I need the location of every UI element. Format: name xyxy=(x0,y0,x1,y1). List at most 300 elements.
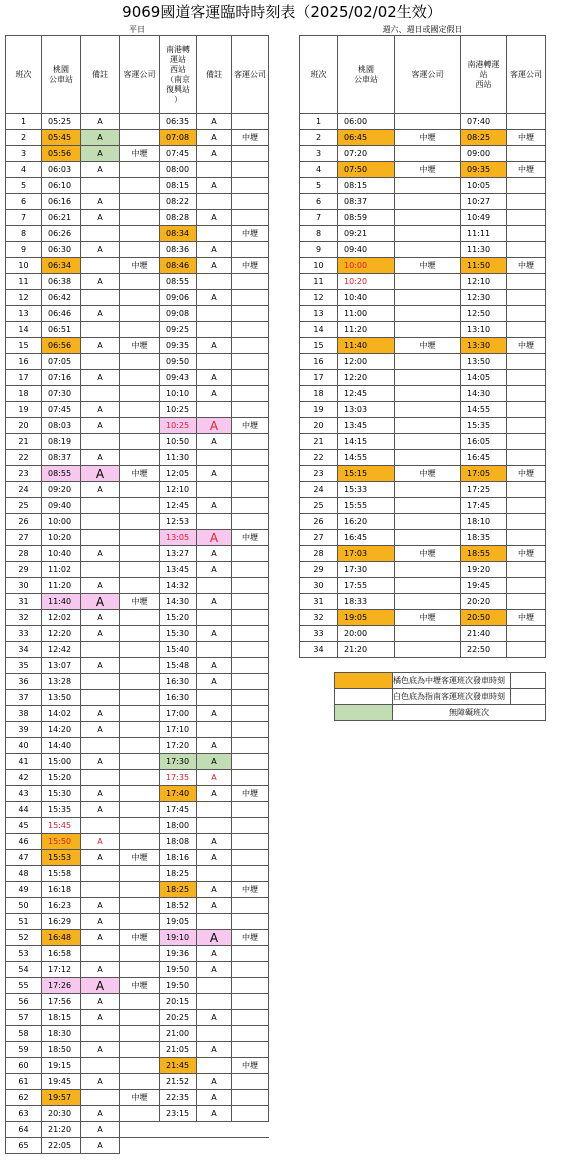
holiday-cell xyxy=(395,114,461,130)
weekday-cell: 5 xyxy=(6,178,42,194)
weekday-cell: 11:40 xyxy=(42,594,81,610)
holiday-cell: 17:25 xyxy=(461,482,507,498)
weekday-cell: 13 xyxy=(6,306,42,322)
holiday-cell: 10:05 xyxy=(461,178,507,194)
holiday-cell: 5 xyxy=(300,178,338,194)
weekday-cell: A xyxy=(197,562,232,578)
weekday-cell: A xyxy=(81,242,120,258)
legend-text: 橘色底為中壢客運班次發車時刻 xyxy=(393,673,511,689)
holiday-cell xyxy=(507,594,546,610)
weekday-cell xyxy=(232,1042,269,1058)
holiday-cell: 25 xyxy=(300,498,338,514)
weekday-cell: 06:51 xyxy=(42,322,81,338)
weekday-cell xyxy=(197,722,232,738)
weekday-row xyxy=(6,210,269,226)
weekday-cell: A xyxy=(81,594,120,610)
weekday-cell: 45 xyxy=(6,818,42,834)
weekday-cell: A xyxy=(197,498,232,514)
weekday-cell xyxy=(232,962,269,978)
holiday-header: 客運公司 xyxy=(507,36,546,114)
weekday-cell: 14:40 xyxy=(42,738,81,754)
weekday-timetable xyxy=(5,24,269,1154)
weekday-cell xyxy=(232,434,269,450)
weekday-row xyxy=(6,418,269,434)
holiday-cell xyxy=(507,562,546,578)
holiday-cell: 12 xyxy=(300,290,338,306)
holiday-cell: 08:59 xyxy=(338,210,395,226)
holiday-cell xyxy=(395,498,461,514)
weekday-row xyxy=(6,642,269,658)
weekday-cell xyxy=(120,722,160,738)
weekday-cell xyxy=(232,802,269,818)
weekday-cell: 17:40 xyxy=(160,786,197,802)
weekday-row xyxy=(6,130,269,146)
weekday-cell: 33 xyxy=(6,626,42,642)
weekday-cell: A xyxy=(197,754,232,770)
weekday-cell: 16:18 xyxy=(42,882,81,898)
holiday-cell: 14:30 xyxy=(461,386,507,402)
weekday-cell xyxy=(120,386,160,402)
weekday-cell: 17:12 xyxy=(42,962,81,978)
weekday-cell xyxy=(120,194,160,210)
holiday-cell xyxy=(507,274,546,290)
holiday-cell: 17:45 xyxy=(461,498,507,514)
weekday-cell: A xyxy=(81,722,120,738)
holiday-cell: 14:55 xyxy=(461,402,507,418)
holiday-cell: 11:50 xyxy=(461,258,507,274)
weekday-cell: 08:19 xyxy=(42,434,81,450)
weekday-cell: 15:30 xyxy=(42,786,81,802)
weekday-cell: 13:27 xyxy=(160,546,197,562)
holiday-cell xyxy=(507,306,546,322)
weekday-cell xyxy=(120,754,160,770)
holiday-cell xyxy=(507,322,546,338)
weekday-cell: 21:20 xyxy=(42,1122,81,1138)
weekday-cell: A xyxy=(81,418,120,434)
weekday-cell xyxy=(232,210,269,226)
holiday-cell: 15:15 xyxy=(338,466,395,482)
holiday-cell: 27 xyxy=(300,530,338,546)
holiday-row xyxy=(300,130,546,146)
holiday-cell: 23 xyxy=(300,466,338,482)
weekday-cell: A xyxy=(81,466,120,482)
holiday-row xyxy=(300,610,546,626)
holiday-cell xyxy=(507,114,546,130)
weekday-cell: 18:25 xyxy=(160,866,197,882)
holiday-cell xyxy=(395,226,461,242)
weekday-cell: 10:25 xyxy=(160,402,197,418)
holiday-row xyxy=(300,562,546,578)
weekday-cell xyxy=(197,1026,232,1042)
weekday-cell xyxy=(120,210,160,226)
weekday-cell: 08:46 xyxy=(160,258,197,274)
weekday-cell: 19:05 xyxy=(160,914,197,930)
holiday-row xyxy=(300,178,546,194)
weekday-cell xyxy=(81,738,120,754)
holiday-row xyxy=(300,338,546,354)
weekday-cell: 中壢 xyxy=(120,978,160,994)
holiday-cell xyxy=(507,178,546,194)
weekday-cell xyxy=(232,306,269,322)
weekday-cell: 21:05 xyxy=(160,1042,197,1058)
weekday-cell: 26 xyxy=(6,514,42,530)
holiday-cell: 10:00 xyxy=(338,258,395,274)
holiday-cell: 18:33 xyxy=(338,594,395,610)
weekday-cell xyxy=(120,866,160,882)
weekday-cell: 中壢 xyxy=(232,258,269,274)
weekday-cell: 57 xyxy=(6,1010,42,1026)
holiday-cell xyxy=(507,146,546,162)
weekday-cell xyxy=(120,1074,160,1090)
weekday-cell xyxy=(120,1058,160,1074)
weekday-cell: 19:36 xyxy=(160,946,197,962)
weekday-cell xyxy=(197,802,232,818)
weekday-cell: 中壢 xyxy=(120,850,160,866)
holiday-cell: 12:50 xyxy=(461,306,507,322)
holiday-row xyxy=(300,626,546,642)
weekday-row xyxy=(6,802,269,818)
weekday-cell xyxy=(232,770,269,786)
weekday-cell xyxy=(81,386,120,402)
weekday-row xyxy=(6,226,269,242)
weekday-cell: 54 xyxy=(6,962,42,978)
weekday-cell xyxy=(81,562,120,578)
weekday-row xyxy=(6,594,269,610)
weekday-cell xyxy=(232,626,269,642)
weekday-cell xyxy=(232,866,269,882)
holiday-cell: 12:45 xyxy=(338,386,395,402)
weekday-cell xyxy=(81,1090,120,1106)
holiday-row xyxy=(300,322,546,338)
holiday-cell: 4 xyxy=(300,162,338,178)
weekday-cell: 30 xyxy=(6,578,42,594)
weekday-cell: 中壢 xyxy=(120,594,160,610)
weekday-cell xyxy=(81,882,120,898)
weekday-row xyxy=(6,370,269,386)
weekday-cell: 09:50 xyxy=(160,354,197,370)
weekday-header: 班次 xyxy=(6,36,42,114)
weekday-cell: A xyxy=(81,658,120,674)
weekday-cell xyxy=(197,194,232,210)
holiday-cell: 9 xyxy=(300,242,338,258)
weekday-row xyxy=(6,658,269,674)
holiday-cell xyxy=(395,418,461,434)
holiday-cell: 11:00 xyxy=(338,306,395,322)
holiday-cell: 20 xyxy=(300,418,338,434)
weekday-cell xyxy=(81,178,120,194)
weekday-cell xyxy=(232,162,269,178)
weekday-cell xyxy=(81,818,120,834)
weekday-row xyxy=(6,354,269,370)
weekday-cell xyxy=(120,882,160,898)
holiday-cell: 06:45 xyxy=(338,130,395,146)
weekday-row xyxy=(6,1026,269,1042)
weekday-cell xyxy=(120,786,160,802)
weekday-cell: 13:45 xyxy=(160,562,197,578)
weekday-cell xyxy=(232,1026,269,1042)
holiday-cell: 16:45 xyxy=(338,530,395,546)
weekday-cell: A xyxy=(81,1138,120,1154)
weekday-cell: 15:50 xyxy=(42,834,81,850)
holiday-cell: 中壢 xyxy=(395,162,461,178)
legend-swatch-orange xyxy=(335,673,393,689)
weekday-cell xyxy=(81,226,120,242)
legend-row-orange xyxy=(335,673,546,689)
weekday-cell xyxy=(232,834,269,850)
holiday-cell: 11 xyxy=(300,274,338,290)
weekday-cell: A xyxy=(81,706,120,722)
holiday-row xyxy=(300,226,546,242)
weekday-cell xyxy=(232,754,269,770)
weekday-cell: 55 xyxy=(6,978,42,994)
weekday-cell: A xyxy=(197,946,232,962)
holiday-cell: 2 xyxy=(300,130,338,146)
holiday-cell: 19:20 xyxy=(461,562,507,578)
holiday-cell: 中壢 xyxy=(507,162,546,178)
weekday-cell: 10:50 xyxy=(160,434,197,450)
weekday-cell: 2 xyxy=(6,130,42,146)
weekday-cell xyxy=(81,674,120,690)
holiday-cell: 中壢 xyxy=(395,610,461,626)
legend-swatch-green xyxy=(335,705,393,721)
weekday-cell: 17:00 xyxy=(160,706,197,722)
weekday-row xyxy=(6,866,269,882)
weekday-cell: 43 xyxy=(6,786,42,802)
weekday-cell xyxy=(81,1026,120,1042)
holiday-cell: 18:10 xyxy=(461,514,507,530)
weekday-cell xyxy=(232,818,269,834)
weekday-cell: A xyxy=(197,338,232,354)
weekday-cell: 17:10 xyxy=(160,722,197,738)
weekday-cell xyxy=(120,322,160,338)
weekday-cell xyxy=(197,354,232,370)
weekday-cell xyxy=(232,498,269,514)
weekday-row xyxy=(6,770,269,786)
weekday-cell: 53 xyxy=(6,946,42,962)
legend-text: 白色底為指南客運班次發車時刻 xyxy=(393,689,511,705)
weekday-cell: 05:45 xyxy=(42,130,81,146)
weekday-cell xyxy=(120,162,160,178)
holiday-cell: 19:05 xyxy=(338,610,395,626)
holiday-cell xyxy=(395,450,461,466)
weekday-header: 桃園 公車站 xyxy=(42,36,81,114)
weekday-cell: A xyxy=(81,898,120,914)
weekday-row xyxy=(6,178,269,194)
weekday-cell xyxy=(232,1090,269,1106)
holiday-header: 桃園 公車站 xyxy=(338,36,395,114)
weekday-cell xyxy=(120,130,160,146)
weekday-cell: 中壢 xyxy=(232,530,269,546)
weekday-cell: 20:30 xyxy=(42,1106,81,1122)
weekday-cell: A xyxy=(197,658,232,674)
weekday-row xyxy=(6,194,269,210)
weekday-cell xyxy=(232,946,269,962)
weekday-cell: 51 xyxy=(6,914,42,930)
weekday-cell: 15:58 xyxy=(42,866,81,882)
weekday-cell: 50 xyxy=(6,898,42,914)
weekday-cell xyxy=(120,306,160,322)
weekday-cell: 中壢 xyxy=(232,786,269,802)
weekday-cell xyxy=(120,1010,160,1026)
weekday-row xyxy=(6,994,269,1010)
weekday-cell: 14:30 xyxy=(160,594,197,610)
weekday-row xyxy=(6,274,269,290)
weekday-cell: A xyxy=(197,258,232,274)
weekday-cell xyxy=(120,450,160,466)
holiday-cell: 18:35 xyxy=(461,530,507,546)
weekday-cell: 08:55 xyxy=(42,466,81,482)
weekday-cell: A xyxy=(197,594,232,610)
holiday-cell: 20:00 xyxy=(338,626,395,642)
holiday-cell: 08:37 xyxy=(338,194,395,210)
weekday-cell xyxy=(232,1010,269,1026)
weekday-cell: A xyxy=(197,930,232,946)
weekday-cell xyxy=(120,370,160,386)
holiday-cell: 30 xyxy=(300,578,338,594)
weekday-cell: 18:00 xyxy=(160,818,197,834)
weekday-cell xyxy=(197,226,232,242)
weekday-cell: 22 xyxy=(6,450,42,466)
weekday-cell: 19:50 xyxy=(160,978,197,994)
weekday-cell: 32 xyxy=(6,610,42,626)
weekday-cell: 10:00 xyxy=(42,514,81,530)
weekday-cell: 23 xyxy=(6,466,42,482)
weekday-cell: 16:58 xyxy=(42,946,81,962)
weekday-cell xyxy=(120,994,160,1010)
holiday-cell: 31 xyxy=(300,594,338,610)
weekday-cell: 19:57 xyxy=(42,1090,81,1106)
weekday-cell xyxy=(232,386,269,402)
holiday-cell xyxy=(395,642,461,658)
weekday-cell: 13:50 xyxy=(42,690,81,706)
weekday-cell: 12:10 xyxy=(160,482,197,498)
holiday-cell xyxy=(507,418,546,434)
weekday-row xyxy=(6,146,269,162)
weekday-cell: 08:34 xyxy=(160,226,197,242)
holiday-cell xyxy=(507,578,546,594)
weekday-cell xyxy=(120,578,160,594)
holiday-cell: 21:20 xyxy=(338,642,395,658)
weekday-cell: 12:05 xyxy=(160,466,197,482)
holiday-cell: 7 xyxy=(300,210,338,226)
holiday-row xyxy=(300,162,546,178)
weekday-cell xyxy=(120,674,160,690)
weekday-row xyxy=(6,242,269,258)
weekday-cell: 14:02 xyxy=(42,706,81,722)
holiday-cell: 12:30 xyxy=(461,290,507,306)
weekday-cell: 63 xyxy=(6,1106,42,1122)
holiday-row xyxy=(300,114,546,130)
weekday-cell: A xyxy=(197,962,232,978)
weekday-cell: A xyxy=(81,930,120,946)
weekday-cell: A xyxy=(197,738,232,754)
weekday-cell xyxy=(197,978,232,994)
weekday-cell: 05:56 xyxy=(42,146,81,162)
weekday-cell: A xyxy=(81,114,120,130)
weekday-cell: 06:03 xyxy=(42,162,81,178)
weekday-cell: 12 xyxy=(6,290,42,306)
weekday-cell xyxy=(197,914,232,930)
holiday-cell xyxy=(507,530,546,546)
holiday-cell xyxy=(507,194,546,210)
holiday-row xyxy=(300,354,546,370)
weekday-row xyxy=(6,322,269,338)
weekday-row xyxy=(6,482,269,498)
weekday-cell xyxy=(120,658,160,674)
holiday-cell xyxy=(507,626,546,642)
holiday-cell xyxy=(395,530,461,546)
holiday-cell xyxy=(395,306,461,322)
weekday-row xyxy=(6,1058,269,1074)
holiday-cell: 14:05 xyxy=(461,370,507,386)
weekday-cell: 12:45 xyxy=(160,498,197,514)
legend xyxy=(334,672,546,721)
holiday-cell: 12:10 xyxy=(461,274,507,290)
weekday-cell xyxy=(81,498,120,514)
weekday-cell: 06:16 xyxy=(42,194,81,210)
holiday-cell: 16 xyxy=(300,354,338,370)
weekday-cell xyxy=(81,946,120,962)
holiday-row xyxy=(300,594,546,610)
holiday-cell: 15:55 xyxy=(338,498,395,514)
weekday-cell xyxy=(120,530,160,546)
weekday-row xyxy=(6,882,269,898)
weekday-cell: 中壢 xyxy=(120,930,160,946)
weekday-row xyxy=(6,450,269,466)
weekday-cell: 08:00 xyxy=(160,162,197,178)
weekday-cell: 08:15 xyxy=(160,178,197,194)
holiday-cell: 11:11 xyxy=(461,226,507,242)
weekday-cell: A xyxy=(197,770,232,786)
holiday-cell: 06:00 xyxy=(338,114,395,130)
weekday-cell: 07:05 xyxy=(42,354,81,370)
holiday-row xyxy=(300,402,546,418)
weekday-cell xyxy=(197,690,232,706)
weekday-cell: 52 xyxy=(6,930,42,946)
holiday-cell xyxy=(507,482,546,498)
weekday-cell: A xyxy=(81,1106,120,1122)
weekday-cell: 18:30 xyxy=(42,1026,81,1042)
weekday-cell: 36 xyxy=(6,674,42,690)
weekday-cell: A xyxy=(81,978,120,994)
weekday-cell xyxy=(120,818,160,834)
weekday-cell: 19:15 xyxy=(42,1058,81,1074)
weekday-cell xyxy=(232,642,269,658)
weekday-cell: 38 xyxy=(6,706,42,722)
holiday-row xyxy=(300,370,546,386)
weekday-cell: A xyxy=(81,754,120,770)
holiday-cell: 09:40 xyxy=(338,242,395,258)
holiday-header: 客運公司 xyxy=(395,36,461,114)
weekday-cell: 中壢 xyxy=(232,1058,269,1074)
weekday-cell: A xyxy=(81,850,120,866)
weekday-cell: A xyxy=(81,546,120,562)
holiday-cell: 19:45 xyxy=(461,578,507,594)
weekday-cell: A xyxy=(81,146,120,162)
weekday-cell xyxy=(197,274,232,290)
weekday-cell xyxy=(232,274,269,290)
weekday-row xyxy=(6,850,269,866)
weekday-row xyxy=(6,1090,269,1106)
weekday-cell xyxy=(197,642,232,658)
weekday-cell: 08:28 xyxy=(160,210,197,226)
weekday-row xyxy=(6,706,269,722)
holiday-cell: 16:20 xyxy=(338,514,395,530)
weekday-cell xyxy=(120,898,160,914)
weekday-cell: 09:35 xyxy=(160,338,197,354)
weekday-cell: 15:00 xyxy=(42,754,81,770)
weekday-cell: A xyxy=(81,1122,120,1138)
